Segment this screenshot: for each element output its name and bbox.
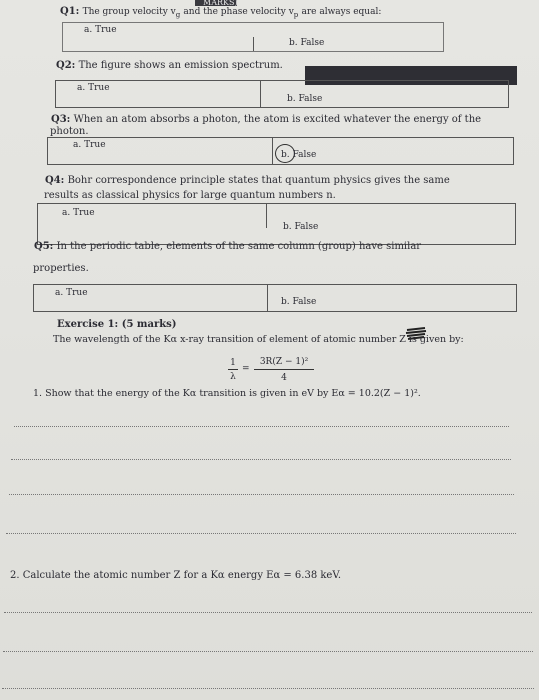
q4-text-line2: results as classical physics for large quantum numbers n. (44, 190, 336, 201)
formula-rhs-bar (254, 369, 314, 370)
formula-rhs-denominator: 4 (281, 373, 287, 383)
formula-lhs-denominator: λ (230, 372, 236, 382)
answer-line-6[interactable] (3, 651, 533, 652)
q1-answer-box (62, 22, 444, 52)
formula-lhs-numerator: 1 (230, 358, 236, 368)
q5-text-line2: properties. (33, 263, 89, 274)
q1-option-false[interactable]: b. False (289, 38, 325, 48)
q5-text-line1: Q5: In the periodic table, elements of the same column (group) have similar (34, 241, 422, 252)
q5-option-false[interactable]: b. False (281, 297, 317, 307)
formula-lhs-bar (228, 369, 238, 370)
q4-text-line1: Q4: Bohr correspondence principle states that quantum physics gives the same (45, 175, 450, 186)
answer-line-1[interactable] (14, 426, 509, 427)
q5-option-true[interactable]: a. True (55, 288, 88, 298)
q1-option-true[interactable]: a. True (84, 25, 117, 35)
q2-option-false[interactable]: b. False (287, 94, 323, 104)
q5-answer-box (33, 284, 517, 312)
formula-rhs-numerator: 3R(Z − 1)² (259, 357, 309, 367)
q2-answer-box (55, 80, 509, 108)
q1-text: Q1: The group velocity $v_g$ and the phase velocity $v_p$ are always equal: (60, 6, 382, 19)
q4-option-true[interactable]: a. True (62, 208, 95, 218)
question-2: 2. Calculate the atomic number Z for a Kα energy Eα = 6.38 keV. (10, 570, 342, 581)
answer-line-5[interactable] (4, 612, 532, 613)
q3-text-line2: photon. (50, 126, 89, 137)
formula-equals: = (242, 364, 250, 374)
answer-line-7[interactable] (2, 688, 534, 689)
answer-line-2[interactable] (11, 459, 511, 460)
q4-answer-box (37, 203, 516, 245)
q3-text-line1: Q3: When an atom absorbs a photon, the atom is excited whatever the energy of the (51, 114, 482, 125)
answer-line-3[interactable] (9, 494, 514, 495)
exercise-title: Exercise 1: (5 marks) (57, 319, 177, 330)
exercise-intro: The wavelength of the Kα x-ray transition of element of atomic number Z is given by: (53, 334, 464, 345)
q2-option-true[interactable]: a. True (77, 83, 110, 93)
q2-text: Q2: The figure shows an emission spectrum. (56, 60, 283, 71)
q4-option-false[interactable]: b. False (283, 222, 319, 232)
q3-option-false[interactable]: b. False (281, 150, 317, 160)
answer-line-4[interactable] (6, 533, 516, 534)
header-tag: MARKS) (203, 0, 238, 7)
q3-option-true[interactable]: a. True (73, 140, 106, 150)
question-1: 1. Show that the energy of the Kα transition is given in eV by Eα = 10.2(Z − 1)². (33, 388, 421, 399)
